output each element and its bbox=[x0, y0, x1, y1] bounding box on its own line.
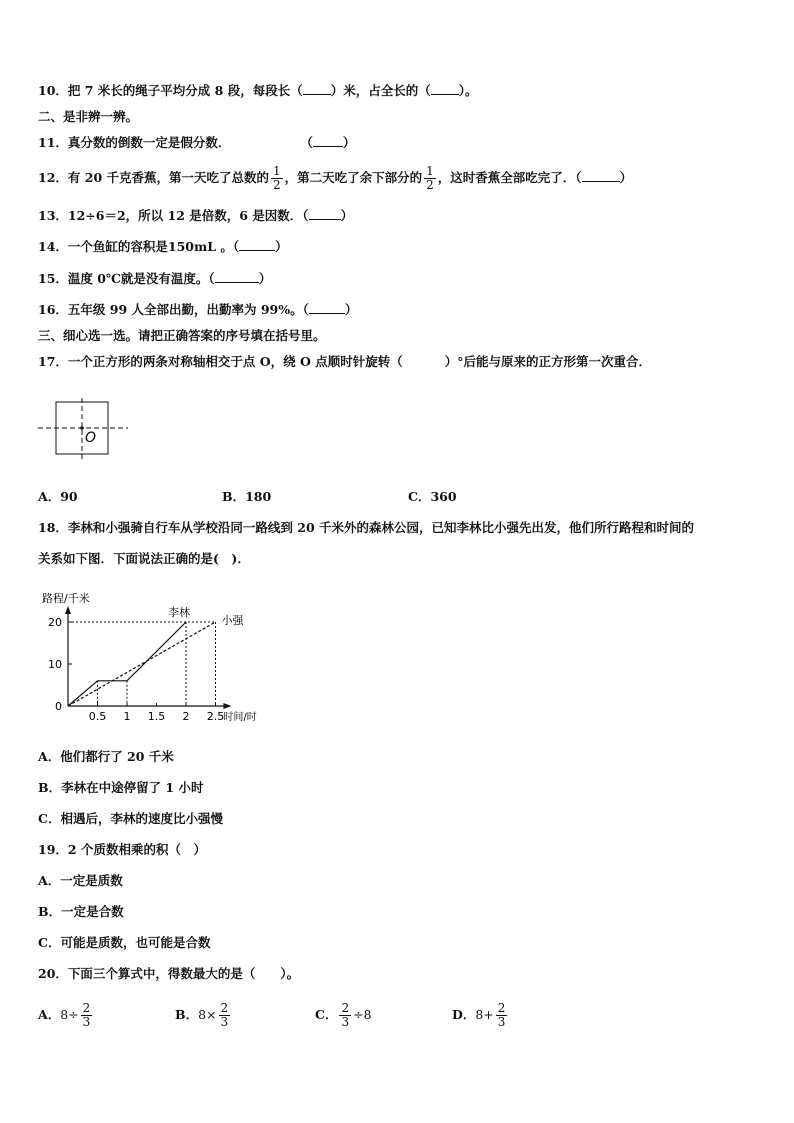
option-b[interactable]: B．一定是合数 bbox=[38, 904, 124, 919]
y-axis-arrow bbox=[65, 606, 71, 614]
series-label: 李林 bbox=[168, 606, 190, 619]
answer-blank[interactable] bbox=[582, 169, 620, 182]
series-line-xiaoqiang bbox=[68, 622, 216, 706]
option-a[interactable]: A．一定是质数 bbox=[38, 873, 123, 888]
option-a[interactable]: A．他们都行了 20 千米 bbox=[38, 749, 174, 764]
fraction: $\frac{1}{2}$ bbox=[426, 164, 434, 192]
x-tick-label: 0.5 bbox=[88, 710, 107, 723]
question-10: 10．把 7 米长的绳子平均分成 8 段，每段长（ ）米，占全长的（ ）。 bbox=[38, 83, 478, 98]
point-label: O bbox=[85, 430, 97, 446]
answer-blank[interactable] bbox=[309, 301, 345, 314]
x-axis-label: 时间/时 bbox=[223, 712, 257, 723]
x-tick-label: 2 bbox=[182, 710, 190, 723]
option-c[interactable]: C．可能是质数，也可能是合数 bbox=[38, 935, 211, 950]
question-18-line1: 18．李林和小强骑自行车从学校沿同一路线到 20 千米外的森林公园，已知李林比小强先出发，他们所行路程和时间的 bbox=[38, 520, 694, 535]
answer-blank[interactable] bbox=[431, 82, 459, 95]
series-label: 小强 bbox=[221, 614, 244, 627]
distance-time-chart bbox=[30, 580, 290, 730]
fraction: $\frac{1}{2}$ bbox=[273, 164, 281, 192]
option-a[interactable]: A．8÷ $\frac{2}{3}$ bbox=[38, 1001, 91, 1029]
question-11: 11．真分数的倒数一定是假分数． （ ） bbox=[38, 135, 356, 150]
answer-blank[interactable] bbox=[303, 82, 331, 95]
y-tick-label: 20 bbox=[48, 616, 62, 629]
x-tick-label: 2.5 bbox=[206, 710, 225, 723]
option-c[interactable]: C．360 bbox=[408, 489, 457, 504]
option-b[interactable]: B．180 bbox=[222, 489, 272, 504]
fraction: $\frac{2}{3}$ bbox=[220, 1001, 229, 1029]
y-tick-label: 10 bbox=[48, 658, 62, 671]
option-d[interactable]: D．8+ $\frac{2}{3}$ bbox=[452, 1001, 506, 1029]
answer-blank[interactable] bbox=[313, 134, 343, 147]
question-12: 12．有 20 千克香蕉，第一天吃了总数的 $\frac{1}{2}$ ，第二天吃了余下部分的 $\frac{1}{2}$ ，这时香蕉全部吃完了．（ ） bbox=[38, 164, 633, 192]
option-c[interactable]: C．相遇后，李林的速度比小强慢 bbox=[38, 811, 223, 826]
section-heading-2: 二、是非辨一辨。 bbox=[38, 109, 139, 124]
question-18-line2: 关系如下图．下面说法正确的是( )． bbox=[38, 551, 250, 566]
answer-blank[interactable] bbox=[215, 270, 259, 283]
question-15: 15．温度 0℃就是没有温度。（ ） bbox=[38, 271, 272, 286]
option-b[interactable]: B．8× $\frac{2}{3}$ bbox=[175, 1001, 229, 1029]
section-heading-3: 三、细心选一选。请把正确答案的序号填在括号里。 bbox=[38, 328, 326, 343]
question-16: 16．五年级 99 人全部出勤，出勤率为 99%。（ ） bbox=[38, 302, 358, 317]
fraction: $\frac{2}{3}$ bbox=[341, 1001, 350, 1029]
option-c[interactable]: C． $\frac{2}{3}$ ÷8 bbox=[315, 1001, 372, 1029]
y-tick-label: 0 bbox=[55, 700, 62, 713]
answer-blank[interactable] bbox=[309, 207, 341, 220]
question-17: 17．一个正方形的两条对称轴相交于点 O，绕 O 点顺时针旋转（ ）°后能与原来的正方形第一次重合． bbox=[38, 354, 651, 369]
question-20: 20．下面三个算式中，得数最大的是（ ）。 bbox=[38, 966, 300, 981]
x-tick-label: 1.5 bbox=[147, 710, 166, 723]
x-tick-label: 1 bbox=[123, 710, 131, 723]
fraction: $\frac{2}{3}$ bbox=[497, 1001, 506, 1029]
option-b[interactable]: B．李林在中途停留了 1 小时 bbox=[38, 780, 204, 795]
y-axis-label: 路程/千米 bbox=[42, 592, 90, 605]
x-axis-arrow bbox=[223, 703, 231, 709]
square-figure bbox=[36, 398, 130, 462]
answer-blank[interactable] bbox=[239, 238, 275, 251]
fraction: $\frac{2}{3}$ bbox=[82, 1001, 91, 1029]
center-point bbox=[80, 426, 84, 430]
question-19: 19．2 个质数相乘的积（ ） bbox=[38, 842, 206, 857]
question-13: 13．12÷6＝2，所以 12 是倍数，6 是因数．（ ） bbox=[38, 208, 354, 223]
option-a[interactable]: A．90 bbox=[38, 489, 78, 504]
question-14: 14．一个鱼缸的容积是150mL 。（ ） bbox=[38, 239, 288, 254]
